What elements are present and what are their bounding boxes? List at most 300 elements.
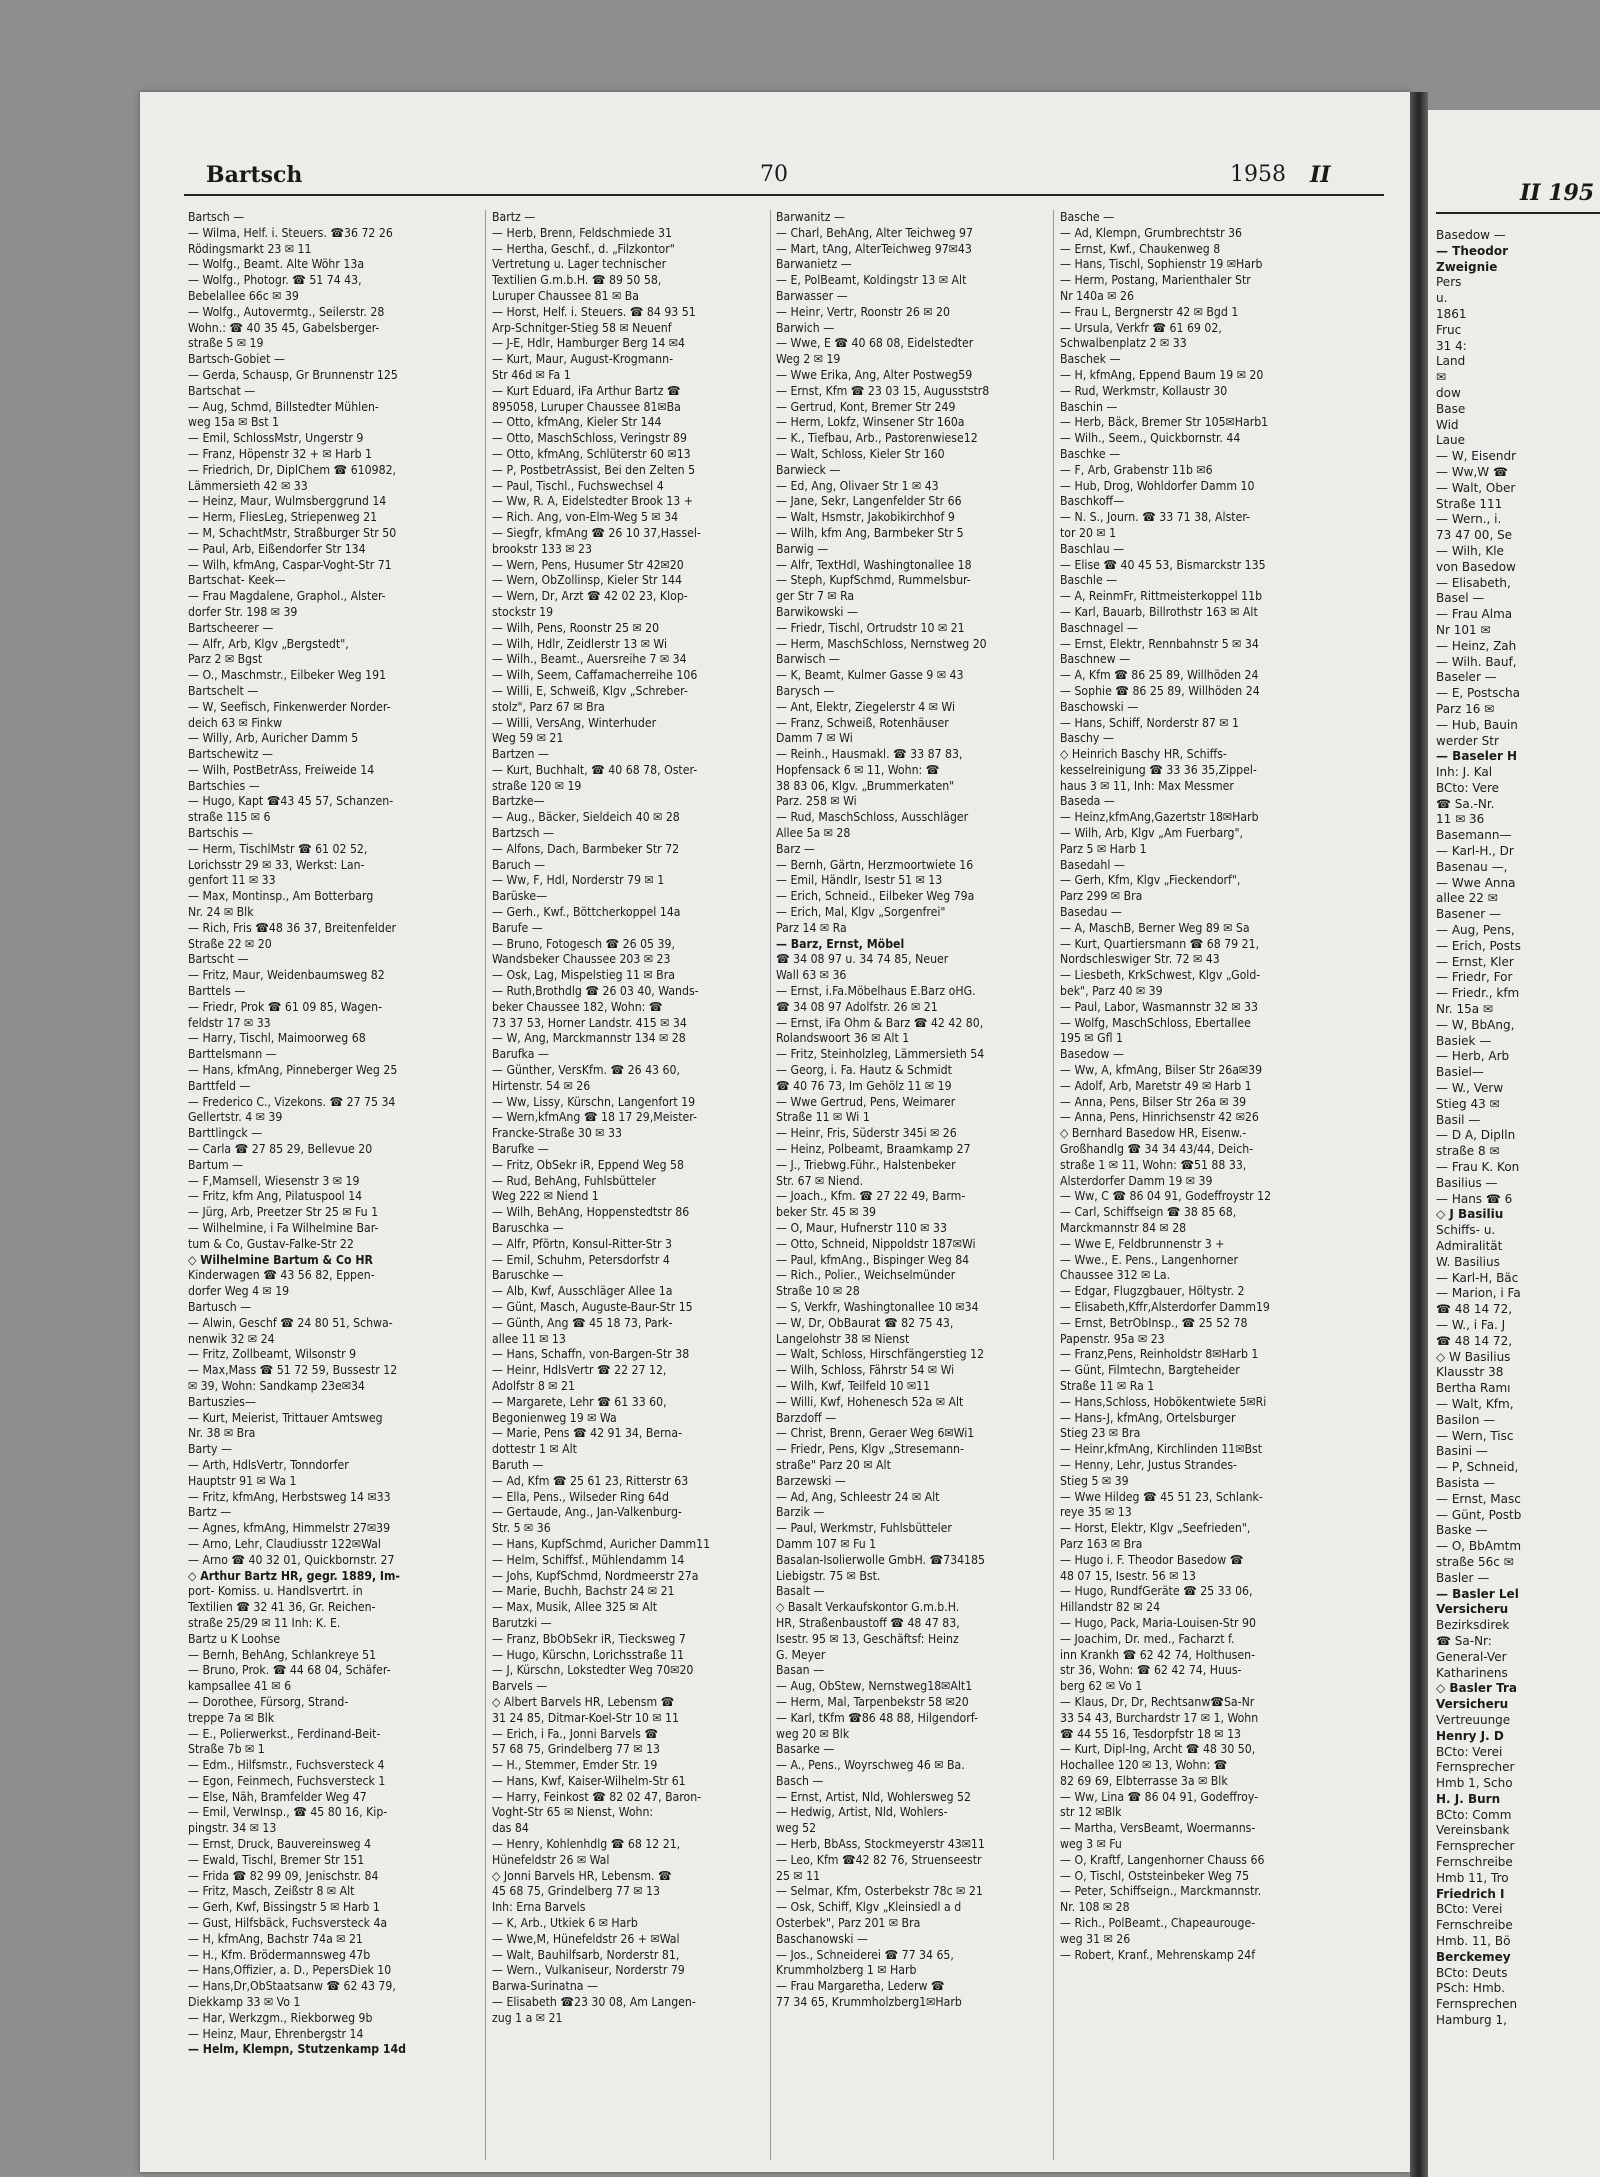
directory-entry-line: ☎ 40 76 73, Im Gehölz 11 ✉ 19 — [776, 1078, 952, 1093]
directory-entry-line: — Arno, Lehr, Claudiusstr 122✉Wal — [188, 1536, 381, 1551]
directory-entry-line: — Hans, Kwf, Kaiser-Wilhelm-Str 61 — [492, 1773, 686, 1788]
directory-entry-line: — Klaus, Dr, Dr, Rechtsanw☎Sa-Nr — [1060, 1694, 1255, 1709]
directory-entry-line: — O, Kraftf, Langenhorner Chauss 66 — [1060, 1852, 1265, 1867]
directory-entry-line: feldstr 17 ✉ 33 — [188, 1015, 271, 1030]
directory-entry-line: Vereinsbank — [1436, 1823, 1510, 1838]
directory-entry-line: — Otto, kfmAng, Kieler Str 144 — [492, 415, 662, 430]
directory-entry-line: — Hub, Drog, Wohldorfer Damm 10 — [1060, 478, 1255, 493]
directory-entry-line: ◇ W Basilius — [1436, 1349, 1511, 1364]
directory-entry-line: — Herb, Bäck, Bremer Str 105✉Harb1 — [1060, 415, 1269, 430]
directory-entry-line: — F, Arb, Grabenstr 11b ✉6 — [1060, 462, 1213, 477]
directory-entry-line: — Max, Musik, Allee 325 ✉ Alt — [492, 1600, 658, 1615]
directory-entry-line: — Ad, Kfm ☎ 25 61 23, Ritterstr 63 — [492, 1473, 689, 1488]
directory-entry-line: — J, Kürschn, Lokstedter Weg 70✉20 — [492, 1663, 694, 1678]
directory-entry-line: Barutzki — — [492, 1615, 552, 1630]
directory-entry-line: Henry J. D — [1436, 1728, 1504, 1743]
directory-entry-line: Parz 163 ✉ Bra — [1060, 1536, 1143, 1551]
column-divider — [485, 210, 486, 2160]
directory-entry-line: — Harry, Tischl, Maimoorweg 68 — [188, 1031, 366, 1046]
directory-entry-line: Fernschreibe — [1436, 1918, 1513, 1933]
directory-entry-line: — Aug, ObStew, Nernstweg18✉Alt1 — [776, 1679, 973, 1694]
directory-entry-line: Damm 107 ✉ Fu 1 — [776, 1536, 877, 1551]
directory-entry-line: 895058, Luruper Chaussee 81✉Ba — [492, 399, 681, 414]
directory-entry-line: — Ernst, Druck, Bauvereinsweg 4 — [188, 1837, 372, 1852]
directory-entry-line: — Edgar, Flugzgbauer, Höltystr. 2 — [1060, 1284, 1245, 1299]
directory-entry-line: allee 22 ✉ — [1436, 891, 1498, 906]
directory-entry-line: 73 37 53, Horner Landstr. 415 ✉ 34 — [492, 1015, 687, 1030]
directory-entry-line: — Hugo, Kürschn, Lorichsstraße 11 — [492, 1647, 685, 1662]
directory-entry-line: Baschek — — [1060, 352, 1121, 367]
directory-entry-line: — Helm, Schiffsf., Mühlendamm 14 — [492, 1552, 685, 1567]
directory-entry-line: Barüske— — [492, 889, 548, 904]
directory-entry-line: Gellertstr. 4 ✉ 39 — [188, 1110, 283, 1125]
directory-entry-line: port- Komiss. u. Handlsvertrt. in — [188, 1584, 363, 1599]
directory-entry-line: — Hans, KupfSchmd, Auricher Damm11 — [492, 1536, 711, 1551]
directory-entry-line: — Heinr, Vertr, Roonstr 26 ✉ 20 — [776, 304, 950, 319]
directory-entry-line: Bartschat — — [188, 383, 256, 398]
directory-entry-line: — Ww, R. A, Eidelstedter Brook 13 + — [492, 494, 693, 509]
directory-entry-line: — O, BbAmtm — [1436, 1539, 1522, 1554]
directory-entry-line: Basel — — [1436, 591, 1485, 606]
directory-entry-line: Basedow — — [1060, 1047, 1124, 1062]
directory-column-2 — [492, 210, 789, 2160]
directory-entry-line: — Frau K. Kon — [1436, 1160, 1520, 1175]
directory-entry-line: — Osk, Lag, Mispelstieg 11 ✉ Bra — [492, 968, 675, 983]
directory-entry-line: — Ed, Ang, Olivaer Str 1 ✉ 43 — [776, 478, 939, 493]
directory-entry-line: ◇ Heinrich Baschy HR, Schiffs- — [1060, 747, 1227, 762]
directory-entry-line: — Horst, Elektr, Klgv „Seefrieden", — [1060, 1521, 1251, 1536]
directory-entry-line: HR, Straßenbaustoff ☎ 48 47 83, — [776, 1615, 960, 1630]
directory-entry-line: — W, Ang, Marckmannstr 134 ✉ 28 — [492, 1031, 686, 1046]
directory-entry-line: Bartsch-Gobiet — — [188, 352, 285, 367]
directory-entry-line: beker Chaussee 182, Wohn: ☎ — [492, 999, 663, 1014]
directory-entry-line: Barzdoff — — [776, 1410, 837, 1425]
directory-entry-line: Bartum — — [188, 1157, 244, 1172]
directory-entry-line: treppe 7a ✉ Blk — [188, 1710, 275, 1725]
directory-entry-line: G. Meyer — [776, 1647, 826, 1662]
directory-entry-line: — Franz, Schweiß, Rotenhäuser — [776, 715, 949, 730]
directory-entry-line: — Hans-J, kfmAng, Ortelsburger — [1060, 1410, 1236, 1425]
directory-entry-line: — Karl, Bauarb, Billrothstr 163 ✉ Alt — [1060, 604, 1258, 619]
directory-entry-line: Straße 10 ✉ 28 — [776, 1284, 860, 1299]
directory-entry-line: — Heinz, Maur, Ehrenbergstr 14 — [188, 2026, 364, 2041]
directory-entry-line: — Alfr, Pförtn, Konsul-Ritter-Str 3 — [492, 1236, 673, 1251]
directory-entry-line: ◇ J Basiliu — [1436, 1207, 1504, 1222]
directory-entry-line: Basler — — [1436, 1570, 1490, 1585]
directory-entry-line: — Ella, Pens., Wilseder Ring 64d — [492, 1489, 669, 1504]
directory-entry-line: Hauptstr 91 ✉ Wa 1 — [188, 1473, 297, 1488]
directory-entry-line: — Anna, Pens, Hinrichsenstr 42 ✉26 — [1060, 1110, 1259, 1125]
directory-entry-line: — Max,Mass ☎ 51 72 59, Bussestr 12 — [188, 1363, 398, 1378]
directory-entry-line: 38 83 06, Klgv. „Brummerkaten" — [776, 778, 955, 793]
directory-entry-line: Osterbek", Parz 201 ✉ Bra — [776, 1916, 921, 1931]
directory-entry-line: — Wern, ObZollinsp, Kieler Str 144 — [492, 573, 683, 588]
directory-entry-line: — Ernst, Masc — [1436, 1491, 1521, 1506]
directory-entry-line: Begonienweg 19 ✉ Wa — [492, 1410, 617, 1425]
directory-entry-line: Bartusch — — [188, 1299, 252, 1314]
directory-entry-line: Pers — [1436, 275, 1462, 290]
directory-entry-line: — Wolfg., Autovermtg., Seilerstr. 28 — [188, 304, 385, 319]
directory-entry-line: kampsallee 41 ✉ 6 — [188, 1679, 292, 1694]
directory-entry-line: Basilius — — [1436, 1175, 1498, 1190]
directory-entry-line: ◇ Jonni Barvels HR, Lebensm. ☎ — [492, 1868, 672, 1883]
directory-entry-line: — Wwe Hildeg ☎ 45 51 23, Schlank- — [1060, 1489, 1263, 1504]
directory-entry-line: — Kurt, Meierist, Trittauer Amtsweg — [188, 1410, 383, 1425]
directory-entry-line: — Elisabeth,Kffr,Alsterdorfer Damm19 — [1060, 1299, 1270, 1314]
directory-entry-line: Bartz — — [188, 1505, 232, 1520]
directory-entry-line: — Herm, FliesLeg, Striepenweg 21 — [188, 510, 378, 525]
directory-entry-line: — Hans ☎ 6 — [1436, 1191, 1513, 1206]
directory-entry-line: Basche — — [1060, 210, 1115, 224]
directory-entry-line: Bartzke— — [492, 794, 545, 809]
directory-entry-line: — Wilh, Hdlr, Zeidlerstr 13 ✉ Wi — [492, 636, 668, 651]
directory-entry-line: H. J. Burn — [1436, 1791, 1501, 1806]
directory-entry-line: Str. 5 ✉ 36 — [492, 1521, 551, 1536]
directory-column-1 — [188, 210, 485, 2160]
directory-entry-line: 73 47 00, Se — [1436, 528, 1513, 543]
directory-entry-line: Barzik — — [776, 1505, 825, 1520]
directory-entry-line: — Ww, C ☎ 86 04 91, Godeffroystr 12 — [1060, 1189, 1272, 1204]
directory-entry-line: BCto: Deuts — [1436, 1965, 1508, 1980]
directory-entry-line: Baschle — — [1060, 573, 1118, 588]
directory-entry-line: Straße 22 ✉ 20 — [188, 936, 272, 951]
directory-entry-line: Baruch — — [492, 857, 546, 872]
directory-entry-line: — Fritz, Steinholzleg, Lämmersieth 54 — [776, 1047, 985, 1062]
directory-entry-line: ☎ 48 14 72, — [1436, 1333, 1513, 1348]
directory-entry-line: — Paul, Tischl., Fuchswechsel 4 — [492, 478, 664, 493]
directory-entry-line: — Wern, Pens, Husumer Str 42✉20 — [492, 557, 684, 572]
directory-entry-line: Wid — [1436, 417, 1459, 432]
directory-entry-line: — Wilh, PostBetrAss, Freiweide 14 — [188, 762, 375, 777]
directory-entry-line: ☎ Sa-Nr: — [1436, 1633, 1492, 1648]
directory-entry-line: — Herb, Arb — [1436, 1049, 1510, 1064]
directory-entry-line: Basini — — [1436, 1444, 1488, 1459]
directory-entry-line: Bebelallee 66c ✉ 39 — [188, 288, 299, 303]
directory-entry-line: Nr. 15a ✉ — [1436, 1002, 1493, 1017]
directory-entry-line: straße" Parz 20 ✉ Alt — [776, 1457, 891, 1472]
directory-entry-line: Weg 2 ✉ 19 — [776, 352, 841, 367]
directory-entry-line: Vertreuunge — [1436, 1712, 1511, 1727]
directory-entry-line: Barwisch — — [776, 652, 840, 667]
directory-entry-line: — Ad, Ang, Schleestr 24 ✉ Alt — [776, 1489, 940, 1504]
directory-entry-line: — Hub, Bauin — [1436, 717, 1518, 732]
directory-entry-line: u. — [1436, 291, 1448, 306]
directory-entry-line: — Hans,Offizier, a. D., PepersDiek 10 — [188, 1963, 392, 1978]
directory-entry-line: Parz 2 ✉ Bgst — [188, 652, 263, 667]
directory-entry-line: — Erich, Mal, Klgv „Sorgenfrei" — [776, 905, 946, 920]
directory-entry-line: — Herm, MaschSchloss, Nernstweg 20 — [776, 636, 987, 651]
directory-entry-line: — Osk, Schiff, Klgv „Kleinsiedl a d — [776, 1900, 962, 1915]
directory-entry-line: — Ursula, Verkfr ☎ 61 69 02, — [1060, 320, 1222, 335]
directory-entry-line: Laue — [1436, 433, 1466, 448]
directory-entry-line: Hmb. 11, Bö — [1436, 1934, 1511, 1949]
directory-entry-line: Damm 7 ✉ Wi — [776, 731, 853, 746]
directory-entry-line: — Ww,W ☎ — [1436, 464, 1508, 479]
directory-entry-line: 33 54 43, Burchardstr 17 ✉ 1, Wohn — [1060, 1710, 1259, 1725]
directory-entry-line: — Gerda, Schausp, Gr Brunnenstr 125 — [188, 367, 398, 382]
directory-entry-line: — Wern., Vulkaniseur, Norderstr 79 — [492, 1963, 685, 1978]
directory-entry-line: Papenstr. 95a ✉ 23 — [1060, 1331, 1165, 1346]
directory-entry-line: Adolfstr 8 ✉ 21 — [492, 1378, 575, 1393]
directory-entry-line: Textilien G.m.b.H. ☎ 89 50 58, — [492, 273, 662, 288]
directory-entry-line: — Wern,kfmAng ☎ 18 17 29,Meister- — [492, 1110, 697, 1125]
directory-entry-line: — Herb, Brenn, Feldschmiede 31 — [492, 225, 672, 240]
directory-entry-line: Baruth — — [492, 1457, 544, 1472]
directory-entry-line: — Henry, Kohlenhdlg ☎ 68 12 21, — [492, 1837, 681, 1852]
directory-entry-line: Stieg 23 ✉ Bra — [1060, 1426, 1141, 1441]
directory-entry-line: — Hans,Schloss, Hobökentwiete 5✉Ri — [1060, 1394, 1267, 1409]
book-gutter — [1410, 92, 1428, 2177]
directory-entry-line: — W, Dr, ObBaurat ☎ 82 75 43, — [776, 1315, 954, 1330]
directory-entry-line: Straße 11 ✉ Wi 1 — [776, 1110, 870, 1125]
directory-entry-line: BCto: Verei — [1436, 1744, 1503, 1759]
directory-entry-line: Bertha Ramı — [1436, 1381, 1511, 1396]
directory-entry-line: — Ww, F, Hdl, Norderstr 79 ✉ 1 — [492, 873, 665, 888]
directory-entry-line: — Wern, Dr, Arzt ☎ 42 02 23, Klop- — [492, 589, 688, 604]
directory-entry-line: Hmb 11, Tro — [1436, 1870, 1509, 1885]
directory-entry-line: — W, Seefisch, Finkenwerder Norder- — [188, 699, 391, 714]
directory-entry-line: Base — [1436, 401, 1466, 416]
directory-entry-line: Voght-Str 65 ✉ Nienst, Wohn: — [492, 1805, 654, 1820]
directory-entry-line: — Wwe Anna — [1436, 875, 1516, 890]
directory-entry-line: — Franz,Pens, Reinholdstr 8✉Harb 1 — [1060, 1347, 1259, 1362]
directory-entry-line: Fernsprecher — [1436, 1839, 1515, 1854]
directory-entry-line: weg 3 ✉ Fu — [1060, 1837, 1122, 1852]
directory-entry-line: — Aug, Schmd, Billstedter Mühlen- — [188, 399, 379, 414]
directory-entry-line: — Wwe Erika, Ang, Alter Postweg59 — [776, 367, 973, 382]
directory-entry-line: — Kurt Eduard, iFa Arthur Bartz ☎ — [492, 383, 681, 398]
directory-entry-line: kesselreinigung ☎ 33 36 35,Zippel- — [1060, 762, 1257, 777]
directory-entry-line: — Ernst, Kfm ☎ 23 03 15, Augusststr8 — [776, 383, 990, 398]
directory-entry-line: str 36, Wohn: ☎ 62 42 74, Huus- — [1060, 1663, 1242, 1678]
directory-entry-line: — Wolfg, MaschSchloss, Ebertallee — [1060, 1015, 1251, 1030]
directory-entry-line: — Rud, Werkmstr, Kollaustr 30 — [1060, 383, 1228, 398]
directory-entry-line: — Rich., PolBeamt., Chapeaurouge- — [1060, 1916, 1256, 1931]
directory-entry-line: Bartzen — — [492, 747, 549, 762]
directory-entry-line: — Carla ☎ 27 85 29, Bellevue 20 — [188, 1142, 373, 1157]
directory-entry-line: — W., i Fa. J — [1436, 1317, 1506, 1332]
directory-entry-line: — Frederico C., Vizekons. ☎ 27 75 34 — [188, 1094, 396, 1109]
directory-entry-line: dow — [1436, 385, 1461, 400]
directory-entry-line: Land — [1436, 354, 1466, 369]
directory-entry-line: — Franz, BbObSekr iR, Tiecksweg 7 — [492, 1631, 686, 1646]
directory-entry-line: — Hugo, Pack, Maria-Louisen-Str 90 — [1060, 1615, 1256, 1630]
directory-entry-line: Allee 5a ✉ 28 — [776, 826, 851, 841]
directory-entry-line: — Emil, Händlr, Isestr 51 ✉ 13 — [776, 873, 943, 888]
directory-entry-line: — Wilh, Pens, Roonstr 25 ✉ 20 — [492, 620, 660, 635]
directory-entry-line: — Georg, i. Fa. Hautz & Schmidt — [776, 1063, 952, 1078]
directory-entry-line: — Ant, Elektr, Ziegelerstr 4 ✉ Wi — [776, 699, 956, 714]
directory-entry-line: Baschke — — [1060, 446, 1121, 461]
directory-entry-line: Hillandstr 82 ✉ 24 — [1060, 1600, 1161, 1615]
directory-entry-line: — Rich., Polier., Weichselmünder — [776, 1268, 956, 1283]
directory-entry-line: — Adolf, Arb, Maretstr 49 ✉ Harb 1 — [1060, 1078, 1252, 1093]
directory-entry-line: Hünefeldstr 26 ✉ Wal — [492, 1852, 610, 1867]
directory-entry-line: — Selmar, Kfm, Osterbekstr 78c ✉ 21 — [776, 1884, 983, 1899]
directory-entry-line: deich 63 ✉ Finkw — [188, 715, 283, 730]
directory-entry-line: — Gerh, Kfm, Klgv „Fieckendorf", — [1060, 873, 1241, 888]
directory-entry-line: Bartscht — — [188, 952, 249, 967]
directory-entry-line: — W., Verw — [1436, 1081, 1504, 1096]
directory-entry-line: Parz 14 ✉ Ra — [776, 920, 847, 935]
directory-entry-line: — H., Kfm. Brödermannsweg 47b — [188, 1947, 371, 1962]
directory-entry-line: — Gust, Hilfsbäck, Fuchsversteck 4a — [188, 1916, 388, 1931]
directory-entry-line: — Dorothee, Fürsorg, Strand- — [188, 1694, 349, 1709]
directory-entry-line: Bartschelt — — [188, 683, 259, 698]
directory-entry-line: 45 68 75, Grindelberg 77 ✉ 13 — [492, 1884, 661, 1899]
directory-entry-line: — Gerh, Kwf, Bissingstr 5 ✉ Harb 1 — [188, 1900, 380, 1915]
directory-entry-line: — Jos., Schneiderei ☎ 77 34 65, — [776, 1947, 954, 1962]
directory-entry-line: Basener — — [1436, 907, 1501, 922]
directory-entry-line: — S, Verkfr, Washingtonallee 10 ✉34 — [776, 1299, 979, 1314]
directory-entry-line: — Wwe Gertrud, Pens, Weimarer — [776, 1094, 956, 1109]
directory-entry-line: — Carl, Schiffseign ☎ 38 85 68, — [1060, 1205, 1237, 1220]
directory-entry-line: — Alb, Kwf, Ausschläger Allee 1a — [492, 1284, 673, 1299]
directory-entry-line: — Wwe, E ☎ 40 68 08, Eidelstedter — [776, 336, 974, 351]
directory-entry-line: Straße 7b ✉ 1 — [188, 1742, 265, 1757]
directory-entry-line: — Friedrich, Dr, DiplChem ☎ 610982, — [188, 462, 397, 477]
directory-entry-line: — Günt, Filmtechn, Bargteheider — [1060, 1363, 1240, 1378]
directory-entry-line: Basan — — [776, 1663, 825, 1678]
directory-entry-line: — Elisabeth ☎23 30 08, Am Langen- — [492, 1995, 696, 2010]
directory-entry-line: — Marie, Pens ☎ 42 91 34, Berna- — [492, 1426, 683, 1441]
directory-entry-line: — Basler Lel — [1436, 1586, 1519, 1601]
directory-entry-line: — Robert, Kranf., Mehrenskamp 24f — [1060, 1947, 1256, 1962]
directory-entry-line: Barwieck — — [776, 462, 841, 477]
directory-entry-line: — F,Mamsell, Wiesenstr 3 ✉ 19 — [188, 1173, 360, 1188]
directory-entry-line: — Wilh, Kle — [1436, 543, 1504, 558]
directory-entry-line: Schiffs- u. — [1436, 1223, 1496, 1238]
directory-entry-line: Lorichsstr 29 ✉ 33, Werkst: Lan- — [188, 857, 365, 872]
directory-entry-line: Baschin — — [1060, 399, 1118, 414]
directory-entry-line: Inh: Erna Barvels — [492, 1900, 586, 1915]
directory-entry-line: — Siegfr, kfmAng ☎ 26 10 37,Hassel- — [492, 525, 701, 540]
directory-entry-line: — Wern, Tisc — [1436, 1428, 1514, 1443]
facing-page — [1428, 110, 1600, 2177]
directory-entry-line: das 84 — [492, 1821, 529, 1836]
directory-entry-line: — Frau Margaretha, Lederw ☎ — [776, 1979, 945, 1994]
directory-entry-line: — Rud, MaschSchloss, Ausschläger — [776, 810, 969, 825]
directory-entry-line: — K, Beamt, Kulmer Gasse 9 ✉ 43 — [776, 668, 964, 683]
directory-entry-line: Fernschreibe — [1436, 1855, 1513, 1870]
directory-entry-line: — Hedwig, Artist, Nld, Wohlers- — [776, 1805, 948, 1820]
header-rule — [184, 194, 1384, 196]
directory-entry-line: Baschnew — — [1060, 652, 1131, 667]
facing-page-head: II 195 — [1520, 180, 1595, 206]
directory-entry-line: — Marion, i Fa — [1436, 1286, 1521, 1301]
running-head-volume: II — [1310, 162, 1331, 188]
directory-entry-line: PSch: Hmb. — [1436, 1981, 1506, 1996]
directory-entry-line: Fruc — [1436, 322, 1462, 337]
directory-entry-line: Str. 67 ✉ Niend. — [776, 1173, 864, 1188]
directory-entry-line: Basarke — — [776, 1742, 835, 1757]
directory-entry-line: Basedahl — — [1060, 857, 1125, 872]
directory-entry-line: — Heinz, Polbeamt, Braamkamp 27 — [776, 1142, 971, 1157]
directory-entry-line: Barzewski — — [776, 1473, 846, 1488]
directory-entry-line: — Margarete, Lehr ☎ 61 33 60, — [492, 1394, 667, 1409]
directory-entry-line: — Jane, Sekr, Langenfelder Str 66 — [776, 494, 962, 509]
directory-entry-line: — Willi, VersAng, Winterhuder — [492, 715, 657, 730]
directory-entry-line: dorfer Str. 198 ✉ 39 — [188, 604, 298, 619]
directory-entry-line: Bartschies — — [188, 778, 260, 793]
directory-entry-line: Straße 11 ✉ Ra 1 — [1060, 1378, 1155, 1393]
directory-entry-line: — Rud, BehAng, Fuhlsbütteler — [492, 1173, 656, 1188]
directory-entry-line: — Hugo i. F. Theodor Basedow ☎ — [1060, 1552, 1244, 1567]
directory-entry-line: Barvels — — [492, 1679, 548, 1694]
directory-entry-line: — Willi, E, Schweiß, Klgv „Schreber- — [492, 683, 688, 698]
directory-entry-line: — Wilh, Arb, Klgv „Am Fuerbarg", — [1060, 826, 1243, 841]
directory-entry-line: — Wilh, Schloss, Fährstr 54 ✉ Wi — [776, 1363, 955, 1378]
directory-entry-line: Fernsprecher — [1436, 1760, 1515, 1775]
directory-entry-line: Baschlau — — [1060, 541, 1125, 556]
directory-entry-line: — Anna, Pens, Bilser Str 26a ✉ 39 — [1060, 1094, 1247, 1109]
directory-entry-line: BCto: Verei — [1436, 1902, 1503, 1917]
directory-entry-line: Isestr. 95 ✉ 13, Geschäftsf: Heinz — [776, 1631, 959, 1646]
directory-entry-line: Bezirksdirek — [1436, 1618, 1510, 1633]
directory-entry-line: straße 56c ✉ — [1436, 1554, 1514, 1569]
directory-entry-line: — Walt, Kfm, — [1436, 1396, 1514, 1411]
directory-entry-line: — Kurt, Quartiersmann ☎ 68 79 21, — [1060, 936, 1260, 951]
directory-entry-line: — Friedr., kfm — [1436, 986, 1520, 1001]
directory-entry-line: — Bernh, Gärtn, Herzmoortwiete 16 — [776, 857, 974, 872]
directory-entry-line: — Wilh. Bauf, — [1436, 654, 1517, 669]
directory-entry-line: — Fritz, ObSekr iR, Eppend Weg 58 — [492, 1157, 684, 1172]
directory-entry-line: Barysch — — [776, 683, 835, 698]
directory-entry-line: Basalt — — [776, 1584, 825, 1599]
directory-entry-line: str 12 ✉Blk — [1060, 1805, 1122, 1820]
directory-entry-line: — Friedr, For — [1436, 970, 1513, 985]
directory-entry-line: — Elise ☎ 40 45 53, Bismarckstr 135 — [1060, 557, 1266, 572]
directory-entry-line: Straße 111 — [1436, 496, 1503, 511]
directory-entry-line: — Gertrud, Kont, Bremer Str 249 — [776, 399, 956, 414]
directory-entry-line: — O, Tischl, Oststeinbeker Weg 75 — [1060, 1868, 1250, 1883]
directory-entry-line: Barufke — — [492, 1142, 549, 1157]
directory-entry-line: tor 20 ✉ 1 — [1060, 525, 1117, 540]
directory-entry-line: ◇ Bernhard Basedow HR, Eisenw.- — [1060, 1126, 1247, 1141]
directory-entry-line: — P, PostbetrAssist, Bei den Zelten 5 — [492, 462, 696, 477]
directory-entry-line: — Hertha, Geschf., d. „Filzkontor" — [492, 241, 675, 256]
directory-entry-line: — Frau L, Bergnerstr 42 ✉ Bgd 1 — [1060, 304, 1239, 319]
directory-entry-line: ☎ 48 14 72, — [1436, 1302, 1513, 1317]
directory-entry-line: — Egon, Feinmech, Fuchsversteck 1 — [188, 1773, 386, 1788]
directory-entry-line: Chaussee 312 ✉ La. — [1060, 1268, 1171, 1283]
directory-entry-line: — Emil, SchlossMstr, Ungerstr 9 — [188, 431, 364, 446]
directory-entry-line: Basalan-Isolierwolle GmbH. ☎734185 — [776, 1552, 985, 1567]
directory-entry-line: zug 1 a ✉ 21 — [492, 2010, 563, 2025]
directory-entry-line: — A, MaschB, Berner Weg 89 ✉ Sa — [1060, 920, 1250, 935]
directory-entry-line: — Walt, Bauhilfsarb, Norderstr 81, — [492, 1947, 680, 1962]
directory-entry-line: — Karl-H., Dr — [1436, 844, 1514, 859]
directory-entry-line: — Wolfg., Photogr. ☎ 51 74 43, — [188, 273, 362, 288]
directory-entry-line: — Frau Magdalene, Graphol., Alster- — [188, 589, 386, 604]
directory-entry-line: — Emil, VerwInsp., ☎ 45 80 16, Kip- — [188, 1805, 388, 1820]
directory-entry-line: — Mart, tAng, AlterTeichweg 97✉43 — [776, 241, 972, 256]
directory-entry-line: — Har, Werkzgm., Riekborweg 9b — [188, 2010, 373, 2025]
directory-entry-line: — Karl-H, Bäc — [1436, 1270, 1519, 1285]
directory-entry-line: — Fritz, Masch, Zeißstr 8 ✉ Alt — [188, 1884, 355, 1899]
directory-entry-line: Admiralität — [1436, 1239, 1503, 1253]
directory-entry-line: — Franz, Höpenstr 32 + ✉ Harb 1 — [188, 446, 373, 461]
directory-entry-line: — M, SchachtMstr, Straßburger Str 50 — [188, 525, 397, 540]
directory-entry-line: — Heinz,kfmAng,Gazertstr 18✉Harb — [1060, 810, 1259, 825]
directory-entry-line: — D A, Diplln — [1436, 1128, 1516, 1143]
directory-entry-line: Baschy — — [1060, 731, 1114, 746]
directory-entry-line: — Ww, A, kfmAng, Bilser Str 26a✉39 — [1060, 1063, 1263, 1078]
directory-entry-line: Basemann— — [1436, 828, 1512, 843]
directory-entry-line: — Else, Näh, Bramfelder Weg 47 — [188, 1789, 367, 1804]
directory-entry-line: — Max, Montinsp., Am Botterbarg — [188, 889, 374, 904]
directory-entry-line: Vertretung u. Lager technischer — [492, 257, 667, 272]
